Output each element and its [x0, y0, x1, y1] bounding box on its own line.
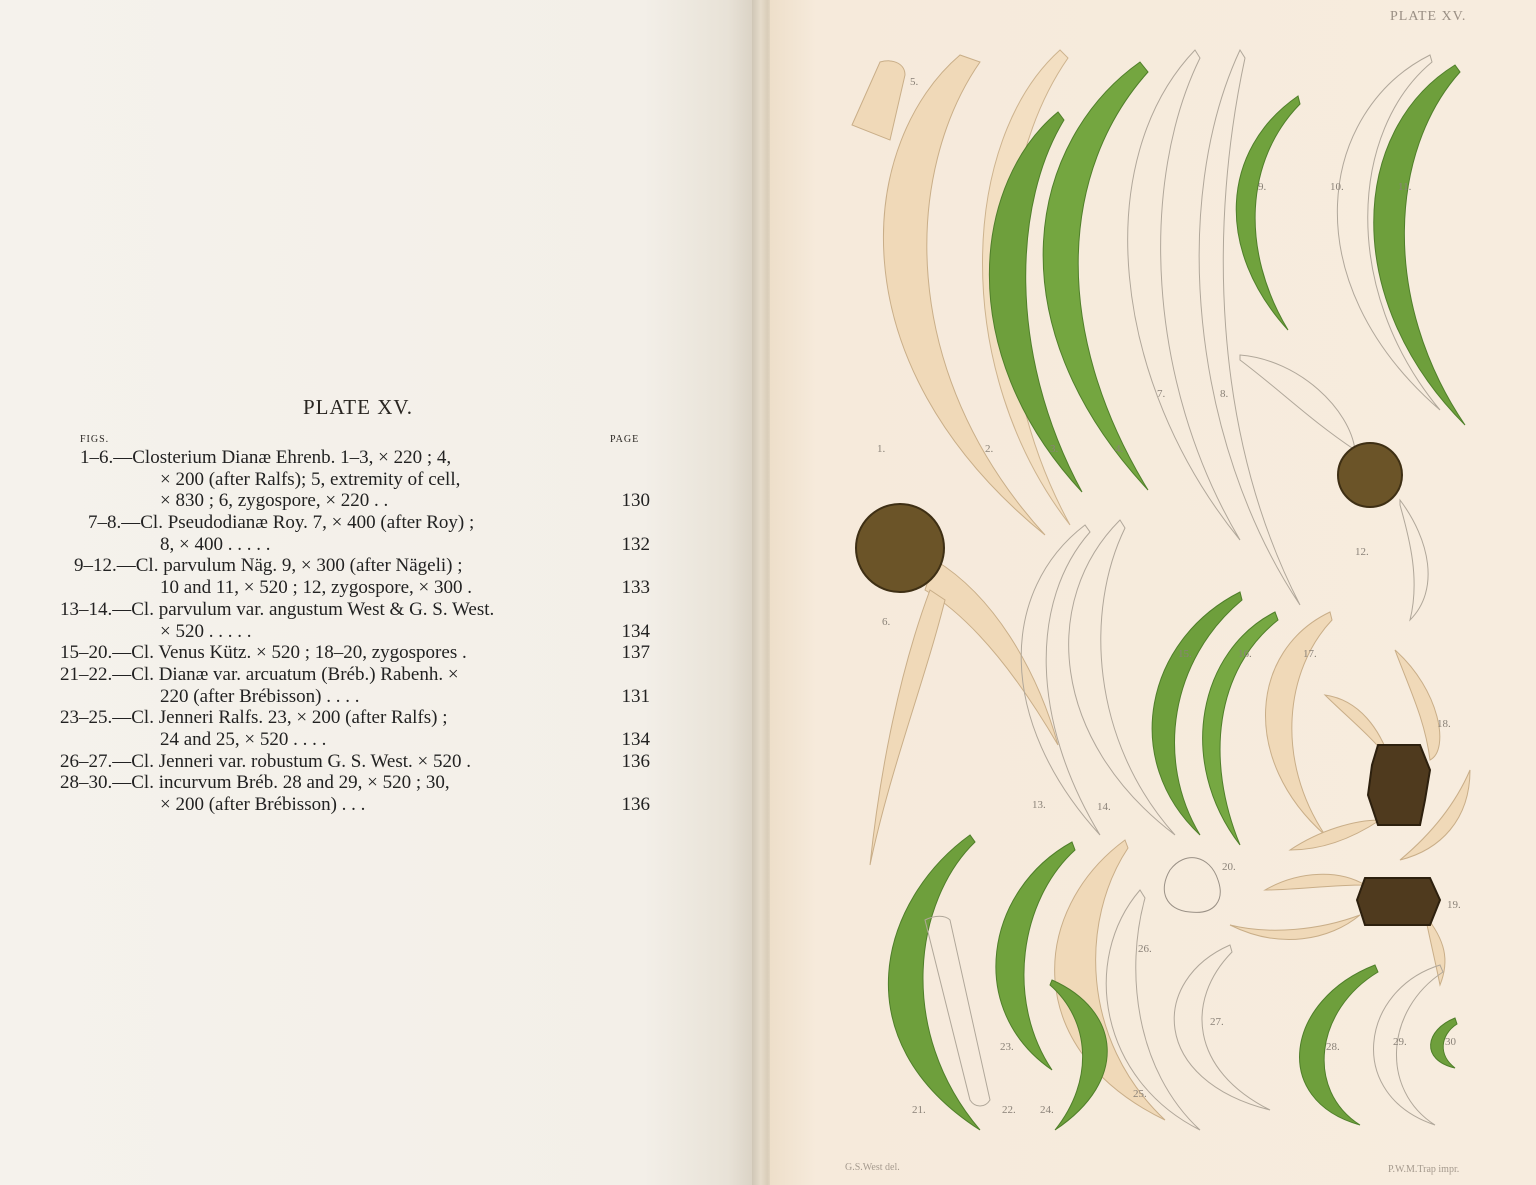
cell-fig-6-arm2 [870, 590, 945, 865]
figs-column-header: FIGS. [80, 434, 110, 445]
figure-number: 30 [1445, 1036, 1456, 1048]
legend-line-text: 23–25.—Cl. Jenneri Ralfs. 23, × 200 (after Ralfs) ; [60, 707, 448, 729]
figure-number: 5. [910, 76, 919, 88]
legend-line-text: 9–12.—Cl. parvulum Näg. 9, × 300 (after Nägeli) ; [74, 555, 463, 577]
legend-line-text: 24 and 25, × 520 . . . . [160, 728, 327, 750]
legend-page-number: 136 [621, 794, 650, 815]
cell-fig-14 [1069, 520, 1175, 835]
legend-page-number: 134 [621, 728, 650, 750]
right-page [770, 0, 1536, 1185]
legend-line-text: × 200 (after Brébisson) . . . [160, 794, 366, 815]
legend-line [60, 707, 650, 729]
zygospore-6 [856, 504, 944, 592]
legend-page-number: 137 [621, 642, 650, 664]
legend-page-number: 132 [621, 533, 650, 555]
figure-number: 22. [1002, 1104, 1016, 1116]
figure-number: 15. [1178, 648, 1192, 660]
legend-line [60, 772, 650, 794]
cell-fig-19-arm2 [1230, 915, 1360, 939]
cell-fig-8 [1199, 50, 1300, 605]
cell-fig-25 [1055, 840, 1165, 1120]
figure-number: 28. [1326, 1041, 1340, 1053]
legend-page-number: 130 [621, 490, 650, 512]
cell-fig-15 [1152, 592, 1242, 835]
plate-header: PLATE XV. [1390, 9, 1467, 24]
legend-line-text: 7–8.—Cl. Pseudodianæ Roy. 7, × 400 (after Roy) ; [88, 512, 475, 534]
figure-number: 10. [1330, 181, 1344, 193]
legend-line [60, 512, 650, 534]
cell-fig-19-arm [1265, 874, 1365, 890]
legend-line [60, 664, 650, 686]
figure-number: 8. [1220, 388, 1229, 400]
legend-line [60, 555, 650, 577]
legend-page-number: 131 [621, 685, 650, 707]
legend-line [60, 686, 650, 708]
cell-fig-12-arm [1240, 355, 1355, 450]
legend-line [60, 447, 650, 469]
cell-fig-26 [1106, 890, 1200, 1130]
figure-number: 27. [1210, 1016, 1224, 1028]
cell-fig-12-arm2 [1400, 500, 1428, 620]
figure-number: 9. [1258, 181, 1267, 193]
legend-line-text: 10 and 11, × 520 ; 12, zygospore, × 300 . [160, 577, 473, 599]
figure-number: 19. [1447, 899, 1461, 911]
legend-line [60, 794, 650, 816]
legend-line-text: 15–20.—Cl. Venus Kütz. × 520 ; 18–20, zygospores . [60, 642, 467, 664]
legend-title: PLATE XV. [302, 395, 414, 419]
figure-number: 23. [1000, 1041, 1014, 1053]
legend-line-text: 8, × 400 . . . . . [160, 533, 271, 555]
cell-fig-7 [1128, 50, 1240, 540]
figure-number: 12. [1355, 546, 1369, 558]
cell-fig-11 [1374, 65, 1465, 425]
zygospore-18 [1368, 745, 1430, 825]
cell-fig-5 [852, 61, 905, 140]
legend-line-text: × 520 . . . . . [160, 620, 252, 642]
legend-page-number: 136 [621, 750, 650, 772]
legend-line [60, 534, 650, 556]
figure-number: 2. [985, 443, 994, 455]
legend-line-text: 26–27.—Cl. Jenneri var. robustum G. S. West. × 520 . [60, 750, 471, 772]
legend-line-text: 220 (after Brébisson) . . . . [160, 685, 360, 707]
legend-line [60, 490, 650, 512]
credit-left: G.S.West del. [845, 1162, 900, 1173]
cell-fig-9 [1236, 96, 1300, 330]
cell-fig-20 [1164, 858, 1220, 913]
legend-page-number: 134 [621, 620, 650, 642]
figure-number: 17. [1303, 648, 1317, 660]
legend-line [60, 751, 650, 773]
legend-line [60, 577, 650, 599]
figure-number: 16. [1238, 648, 1252, 660]
legend-page-number: 133 [621, 577, 650, 599]
figure-number: 7. [1157, 388, 1166, 400]
cell-fig-6-arm [925, 560, 1058, 745]
legend-line [60, 729, 650, 751]
legend-line [60, 642, 650, 664]
legend-line-text: × 830 ; 6, zygospore, × 220 . . [160, 490, 389, 512]
zygospore-12 [1338, 443, 1402, 507]
legend-line-text: 21–22.—Cl. Dianæ var. arcuatum (Bréb.) Rabenh. × [60, 663, 459, 685]
cell-fig-17 [1265, 612, 1332, 835]
legend-line [60, 469, 650, 491]
legend-line-text: 13–14.—Cl. parvulum var. angustum West & G. S. West. [60, 598, 495, 620]
figure-number: 24. [1040, 1104, 1054, 1116]
legend-line-text: × 200 (after Ralfs); 5, extremity of cell, [160, 468, 461, 490]
figure-number: 4. [1115, 443, 1124, 455]
legend-line-text: 28–30.—Cl. incurvum Bréb. 28 and 29, × 520 ; 30, [60, 772, 450, 794]
left-page [0, 0, 758, 1185]
legend-entries [60, 447, 650, 816]
figure-number: 11. [1398, 181, 1412, 193]
figure-number: 21. [912, 1104, 926, 1116]
figure-number: 1. [877, 443, 886, 455]
figure-number: 13. [1032, 799, 1046, 811]
cells [852, 50, 1470, 1130]
figure-number: 14. [1097, 801, 1111, 813]
legend-line [60, 621, 650, 643]
cell-fig-18-arm [1395, 650, 1440, 760]
figure-number: 6. [882, 616, 891, 628]
figure-number: 3. [1050, 443, 1059, 455]
figure-number: 18. [1437, 718, 1451, 730]
credit-right: P.W.M.Trap impr. [1388, 1164, 1460, 1175]
figure-number: 29. [1393, 1036, 1407, 1048]
cell-fig-18-arm4 [1290, 820, 1380, 850]
zygospore-19 [1357, 878, 1440, 925]
legend-line-text: 1–6.—Closterium Dianæ Ehrenb. 1–3, × 220 ; 4, [80, 447, 452, 468]
figure-number: 20. [1222, 861, 1236, 873]
legend-line [60, 599, 650, 621]
figure-number: 26. [1138, 943, 1152, 955]
page-column-header: PAGE [610, 434, 640, 445]
figure-number: 25. [1133, 1088, 1147, 1100]
plate-illustration [770, 0, 1536, 1185]
